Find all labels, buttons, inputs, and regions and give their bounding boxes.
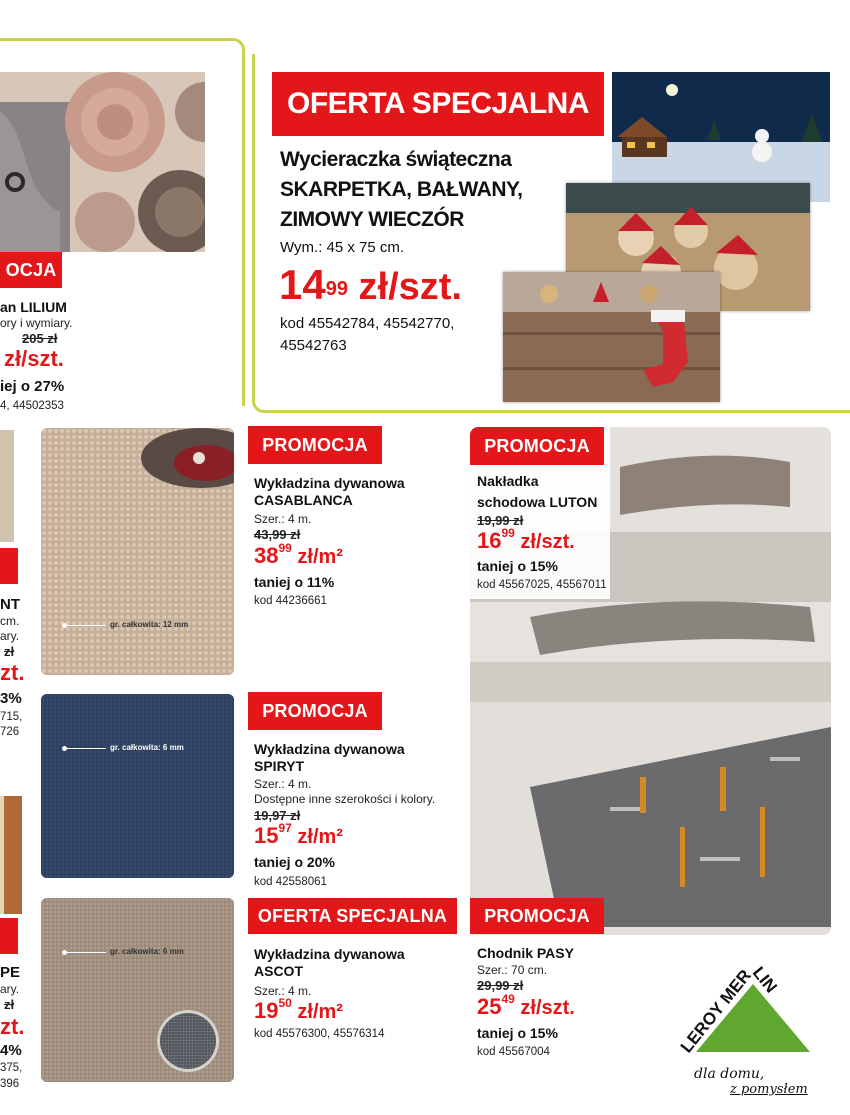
ascot-special-badge: OFERTA SPECJALNA bbox=[248, 898, 457, 934]
casablanca-title-2: CASABLANCA bbox=[254, 492, 353, 508]
casablanca-price-unit: zł/m² bbox=[291, 546, 343, 568]
luton-title-2: schodowa LUTON bbox=[477, 494, 598, 510]
promo-badge-lilium: OCJA bbox=[0, 252, 62, 288]
product-title-left-bottom: PE bbox=[0, 964, 21, 981]
spiryt-price-unit: zł/m² bbox=[291, 826, 343, 848]
luton-old-price: 19,99 zł bbox=[477, 513, 524, 528]
promo-badge-left-bottom bbox=[0, 918, 18, 954]
casablanca-width: Szer.: 4 m. bbox=[254, 512, 312, 526]
casablanca-kod: kod 44236661 bbox=[254, 595, 327, 607]
ascot-width: Szer.: 4 m. bbox=[254, 984, 312, 998]
doormat-dims: Wym.: 45 x 75 cm. bbox=[280, 239, 405, 256]
spiryt-price-int: 15 bbox=[254, 823, 279, 848]
casablanca-promo-badge: PROMOCJA bbox=[248, 426, 382, 464]
spiryt-old-price: 19,97 zł bbox=[254, 808, 301, 823]
casablanca-price-dec: 99 bbox=[278, 541, 292, 555]
product-title-lilium: an LILIUM bbox=[0, 299, 67, 315]
price-lilium: zł/szt. bbox=[4, 346, 64, 371]
pasy-price-unit: zł/szt. bbox=[514, 997, 575, 1019]
price-left-middle: zt. bbox=[0, 660, 25, 685]
doormat-title-line-3: ZIMOWY WIECZÓR bbox=[280, 208, 464, 231]
old-price-left-middle: zł bbox=[4, 644, 15, 659]
pasy-width: Szer.: 70 cm. bbox=[477, 963, 548, 977]
ascot-price bbox=[254, 998, 343, 1024]
pasy-price-int: 25 bbox=[477, 994, 502, 1019]
product-note-lilium: ory i wymiary. bbox=[0, 316, 73, 330]
leroy-merlin-logo-mark bbox=[668, 962, 838, 1072]
ascot-carpet-swatch bbox=[41, 898, 234, 1082]
ascot-kod: kod 45576300, 45576314 bbox=[254, 1028, 385, 1040]
doormat-kod-1: kod 45542784, 45542770, bbox=[280, 315, 455, 332]
leroy-merlin-logo bbox=[668, 962, 838, 1102]
kod-left-bottom-2: 396 bbox=[0, 1078, 20, 1090]
price-left-bottom: zt. bbox=[0, 1014, 25, 1039]
casablanca-old-price: 43,99 zł bbox=[254, 527, 301, 542]
casablanca-carpet-swatch bbox=[41, 428, 234, 675]
special-offer-frame bbox=[0, 38, 245, 406]
casablanca-thickness-label: gr. całkowita: 12 mm bbox=[110, 620, 189, 629]
doormat-price bbox=[279, 263, 462, 317]
rug-left-bottom-image bbox=[0, 796, 22, 914]
doormat-title-line-1: Wycieraczka świąteczna bbox=[280, 148, 512, 171]
pasy-price-dec: 49 bbox=[501, 992, 515, 1006]
product-note-left-middle: ary. bbox=[0, 629, 20, 643]
pasy-title: Chodnik PASY bbox=[477, 945, 574, 961]
spiryt-carpet-swatch bbox=[41, 694, 234, 878]
luton-promo-badge: PROMOCJA bbox=[470, 427, 604, 465]
casablanca-title-1: Wykładzina dywanowa bbox=[254, 475, 405, 491]
ascot-price-dec: 50 bbox=[278, 996, 292, 1010]
kod-lilium: 4, 44502353 bbox=[0, 400, 64, 412]
product-width-left-middle: cm. bbox=[0, 614, 20, 628]
promo-badge-left-middle bbox=[0, 548, 18, 584]
luton-price-unit: zł/szt. bbox=[514, 531, 575, 553]
spiryt-note: Dostępne inne szerokości i kolory. bbox=[254, 792, 436, 806]
luton-price-dec: 99 bbox=[501, 526, 515, 540]
spiryt-width: Szer.: 4 m. bbox=[254, 777, 312, 791]
doormat-price-int: 14 bbox=[279, 261, 326, 308]
spiryt-price-dec: 97 bbox=[278, 821, 292, 835]
luton-discount: taniej o 15% bbox=[477, 558, 558, 574]
spiryt-kod: kod 42558061 bbox=[254, 876, 327, 888]
luton-kod: kod 45567025, 45567011 bbox=[477, 579, 607, 591]
casablanca-price-int: 38 bbox=[254, 543, 279, 568]
ascot-title-2: ASCOT bbox=[254, 963, 303, 979]
pasy-discount: taniej o 15% bbox=[477, 1025, 558, 1041]
leroy-merlin-logo-word: LEROY MERLIN bbox=[676, 963, 781, 1057]
luton-price-int: 16 bbox=[477, 528, 502, 553]
old-price-lilium: 205 zł bbox=[22, 331, 58, 346]
doormat-price-dec: 99 bbox=[325, 278, 348, 300]
pasy-promo-badge: PROMOCJA bbox=[470, 898, 604, 934]
special-offer-badge: OFERTA SPECJALNA bbox=[272, 72, 604, 136]
doormat-stocking-image bbox=[503, 272, 720, 402]
ascot-price-unit: zł/m² bbox=[291, 1001, 343, 1023]
ascot-title-1: Wykładzina dywanowa bbox=[254, 946, 405, 962]
spiryt-promo-badge: PROMOCJA bbox=[248, 692, 382, 730]
doormat-price-unit: zł/szt. bbox=[347, 266, 462, 308]
ascot-thickness-label: gr. całkowita: 6 mm bbox=[110, 947, 184, 956]
spiryt-price bbox=[254, 823, 343, 849]
pasy-price bbox=[477, 994, 575, 1020]
casablanca-price bbox=[254, 543, 343, 569]
doormat-title-line-2: SKARPETKA, BAŁWANY, bbox=[280, 178, 523, 201]
pasy-kod: kod 45567004 bbox=[477, 1046, 550, 1058]
discount-lilium: iej o 27% bbox=[0, 378, 65, 395]
kod-left-middle-1: 715, bbox=[0, 711, 23, 723]
spiryt-title-2: SPIRYT bbox=[254, 758, 305, 774]
pasy-old-price: 29,99 zł bbox=[477, 978, 524, 993]
doormat-kod-2: 45542763 bbox=[280, 337, 347, 354]
casablanca-discount: taniej o 11% bbox=[254, 574, 335, 590]
old-price-left-bottom: zł bbox=[4, 997, 15, 1012]
logo-tagline-2: z pomysłem bbox=[730, 1082, 808, 1097]
discount-left-middle: 3% bbox=[0, 690, 22, 707]
product-note-left-bottom: ary. bbox=[0, 982, 20, 996]
spiryt-discount: taniej o 20% bbox=[254, 854, 335, 870]
ascot-price-int: 19 bbox=[254, 998, 279, 1023]
luton-title-1: Nakładka bbox=[477, 473, 539, 489]
kod-left-bottom-1: 375, bbox=[0, 1062, 23, 1074]
product-title-left-middle: NT bbox=[0, 596, 20, 613]
logo-tagline-1: dla domu, bbox=[694, 1066, 765, 1082]
discount-left-bottom: 4% bbox=[0, 1042, 22, 1059]
luton-price bbox=[477, 528, 575, 554]
kod-left-middle-2: 726 bbox=[0, 726, 20, 738]
doormat-title bbox=[280, 145, 523, 235]
spiryt-title-1: Wykładzina dywanowa bbox=[254, 741, 405, 757]
spiryt-thickness-label: gr. całkowita: 6 mm bbox=[110, 743, 184, 752]
rug-left-middle-image bbox=[0, 430, 14, 542]
